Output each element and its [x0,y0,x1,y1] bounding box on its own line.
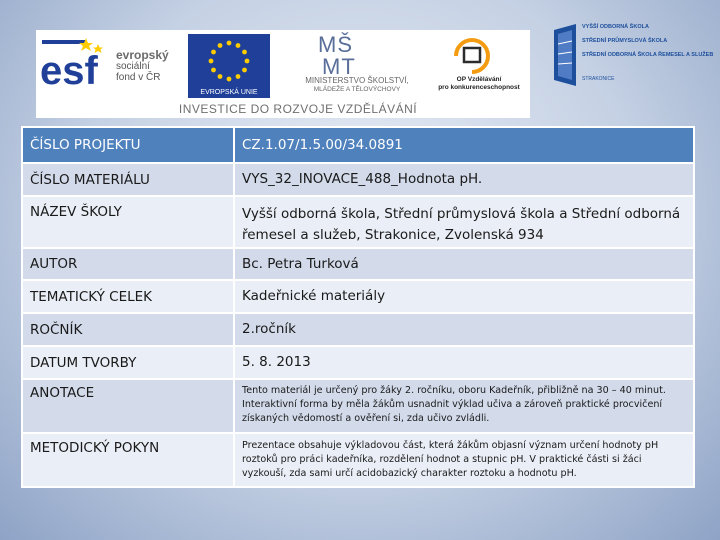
school-emblem-icon [554,24,578,86]
row-label: ČÍSLO MATERIÁLU [22,163,234,196]
table-row [22,433,694,487]
row-value: Vyšší odborná škola, Střední průmyslová škola a Střední odborná řemesel a služeb, Strakonice, Zvolenská 934 [234,196,694,248]
row-label: METODICKÝ POKYN [22,433,234,487]
row-value: Tento materiál je určený pro žáky 2. ročníku, oboru Kadeřník, přibližně na 30 – 40 minut. Interaktivní forma by měla žákům usnadnit výklad učiva a zároveň praktické procvičení získaných vědomostí a ověření si, zda učivo zvládli. [234,379,694,433]
row-value: Kadeřnické materiály [234,280,694,313]
row-value: Bc. Petra Turková [234,248,694,280]
row-label: TEMATICKÝ CELEK [22,280,234,313]
esf-logo-text: evropský sociální fond v ČR [116,48,169,83]
row-label: ANOTACE [22,379,234,433]
svg-text:MT: MT [322,54,356,78]
svg-text:esf: esf [40,49,98,88]
op-caption: OP Vzdělávání pro konkurenceschopnost [438,76,520,91]
row-value: Prezentace obsahuje výkladovou část, která žákům objasní význam určení hodnoty pH roztoků pro práci kadeřníka, rozdělení hodnot a stupnic pH. V praktické části si žáci vyzkouší, zda sami určí acidobazický charakter roztoku a hodnotu pH. [234,433,694,487]
project-info-table [21,126,695,488]
eu-flag-icon [188,34,270,88]
row-value: 5. 8. 2013 [234,346,694,379]
table-row [22,163,694,196]
op-logo-icon [452,36,494,76]
esf-logo [38,34,110,88]
row-label: ČÍSLO PROJEKTU [22,127,234,163]
row-value: VYS_32_INOVACE_488_Hodnota pH. [234,163,694,196]
school-logo-city: STRAKONICE [582,76,615,82]
table-row [22,127,694,163]
svg-text:MŠ: MŠ [318,32,353,57]
msmt-caption: MINISTERSTVO ŠKOLSTVÍ, MLÁDEŽE A TĚLOVÝCHOVY [305,76,409,93]
table-row [22,196,694,248]
table-row [22,280,694,313]
school-logo [554,24,714,88]
table-row [22,248,694,280]
table-row [22,313,694,346]
investice-caption: INVESTICE DO ROZVOJE VZDĚLÁVÁNÍ [178,102,418,116]
row-label: DATUM TVORBY [22,346,234,379]
table-row [22,346,694,379]
row-value: 2.ročník [234,313,694,346]
school-logo-text: VYŠŠÍ ODBORNÁ ŠKOLA STŘEDNÍ PRŮMYSLOVÁ ŠKOLA STŘEDNÍ ODBORNÁ ŠKOLA ŘEMESEL A SLUŽEB [582,24,714,58]
row-label: NÁZEV ŠKOLY [22,196,234,248]
eu-caption: EVROPSKÁ UNIE [188,88,270,98]
msmt-logo [316,32,376,78]
row-value: CZ.1.07/1.5.00/34.0891 [234,127,694,163]
logo-banner [36,30,530,118]
row-label: AUTOR [22,248,234,280]
table-row [22,379,694,433]
row-label: ROČNÍK [22,313,234,346]
